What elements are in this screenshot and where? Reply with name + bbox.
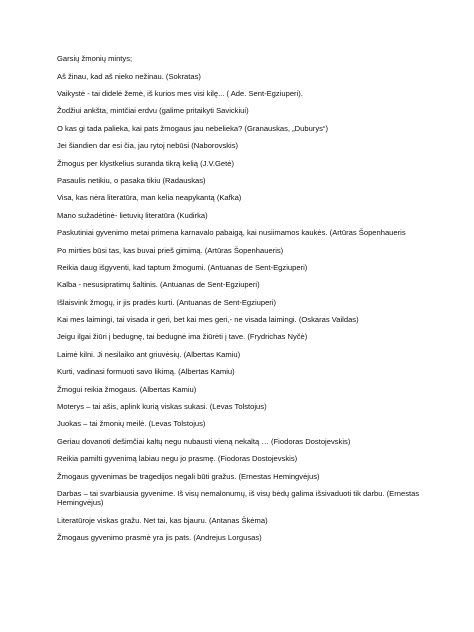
quote-line: Mano sužadėtinė- lietuvių literatūra (Kudirka) <box>57 210 208 220</box>
quote-line: Reikia daug išgyventi, kad taptum žmogumi. (Antuanas de Sent-Egziuperi) <box>57 262 308 272</box>
quote-line: Literatūroje viskas gražu. Net tai, kas bjauru. (Antanas Škėma) <box>57 515 268 525</box>
quote-line: Moterys – tai ašis, aplink kurią viskas sukasi. (Levas Tolstojus) <box>57 402 267 412</box>
quote-line: Žmogui reikia žmogaus. (Albertas Kamiu) <box>57 384 197 394</box>
quote-line: O kas gi tada palieka, kai pats žmogaus jau nebelieka? (Granauskas, „Duburys“) <box>57 123 328 133</box>
quote-line: Kai mes laimingi, tai visada ir geri, bet kai mes geri,- ne visada laimingi. (Oskaras Vaildas) <box>57 315 359 325</box>
quote-line: Visa, kas nėra literatūra, man kelia neapykantą (Kafka) <box>57 193 242 203</box>
quote-line: Jeigu ilgai žiūri į bedugnę, tai bedugnė ima žiūrėti į tave. (Frydrichas Nyčė) <box>57 332 308 342</box>
quote-line: Juokas – tai žmonių meilė. (Levas Tolstojus) <box>57 419 206 429</box>
quote-line: Geriau dovanoti dešimčiai kaltų negu nubausti vieną nekaltą … (Fiodoras Dostojevskis) <box>57 436 351 446</box>
quote-line: Kalba - nesusipratimų šaltinis. (Antuanas de Sent-Egziuperi) <box>57 280 260 290</box>
quote-line: Aš žinau, kad aš nieko nežinau. (Sokratas) <box>57 71 201 81</box>
quote-line: Išlaisvink žmogų, ir jis pradės kurti. (Antuanas de Sent-Egziuperi) <box>57 297 277 307</box>
quote-line: Po mirties būsi tas, kas buvai prieš gimimą. (Artūras Šopenhaueris) <box>57 245 284 255</box>
quote-line: Žmogus per klystkelius suranda tikrą kelią (J.V.Getė) <box>57 158 234 168</box>
quote-line: Pasaulis netikiu, o pasaka tikiu (Radauskas) <box>57 175 206 185</box>
quote-line: Žmogaus gyvenimo prasmė yra jis pats. (Andrejus Lorgusas) <box>57 533 262 543</box>
quote-line: Paskutiniai gyvenimo metai primena karnavalo pabaigą, kai nusiimamos kaukės. (Artūras Šopenhaueris <box>57 228 406 238</box>
quote-line: Jei šiandien dar esi čia, jau rytoj nebūsi (Naborovskis) <box>57 141 239 151</box>
document-title: Garsių žmonių mintys; <box>57 54 133 63</box>
quote-line: Žmogaus gyvenimas be tragedijos negali būti gražus. (Ernestas Hemingvėjus) <box>57 471 320 481</box>
document-body <box>57 54 437 551</box>
quote-line: Reikia pamilti gyvenimą labiau negu jo prasmę. (Fiodoras Dostojevskis) <box>57 454 298 464</box>
quote-line: Žodžiui ankšta, mintčiai erdvu (galime pritaikyti Savickiui) <box>57 106 249 116</box>
quote-line: Kurti, vadinasi formuoti savo likimą. (Albertas Kamiu) <box>57 367 235 377</box>
quote-line: Darbas – tai svarbiausia gyvenime. Iš visų nemalonumų, iš visų bėdų galima išsivaduoti tik darbu. (Ernestas Hemingvėjus) <box>57 488 420 508</box>
quote-line: Vaikystė - tai didelė žemė, iš kurios mes visi kilę... ( Ade. Sent-Egziuperi). <box>57 88 303 98</box>
quote-line: Laimė kilni. Ji nesilaiko ant griuvėsių. (Albertas Kamiu) <box>57 349 241 359</box>
